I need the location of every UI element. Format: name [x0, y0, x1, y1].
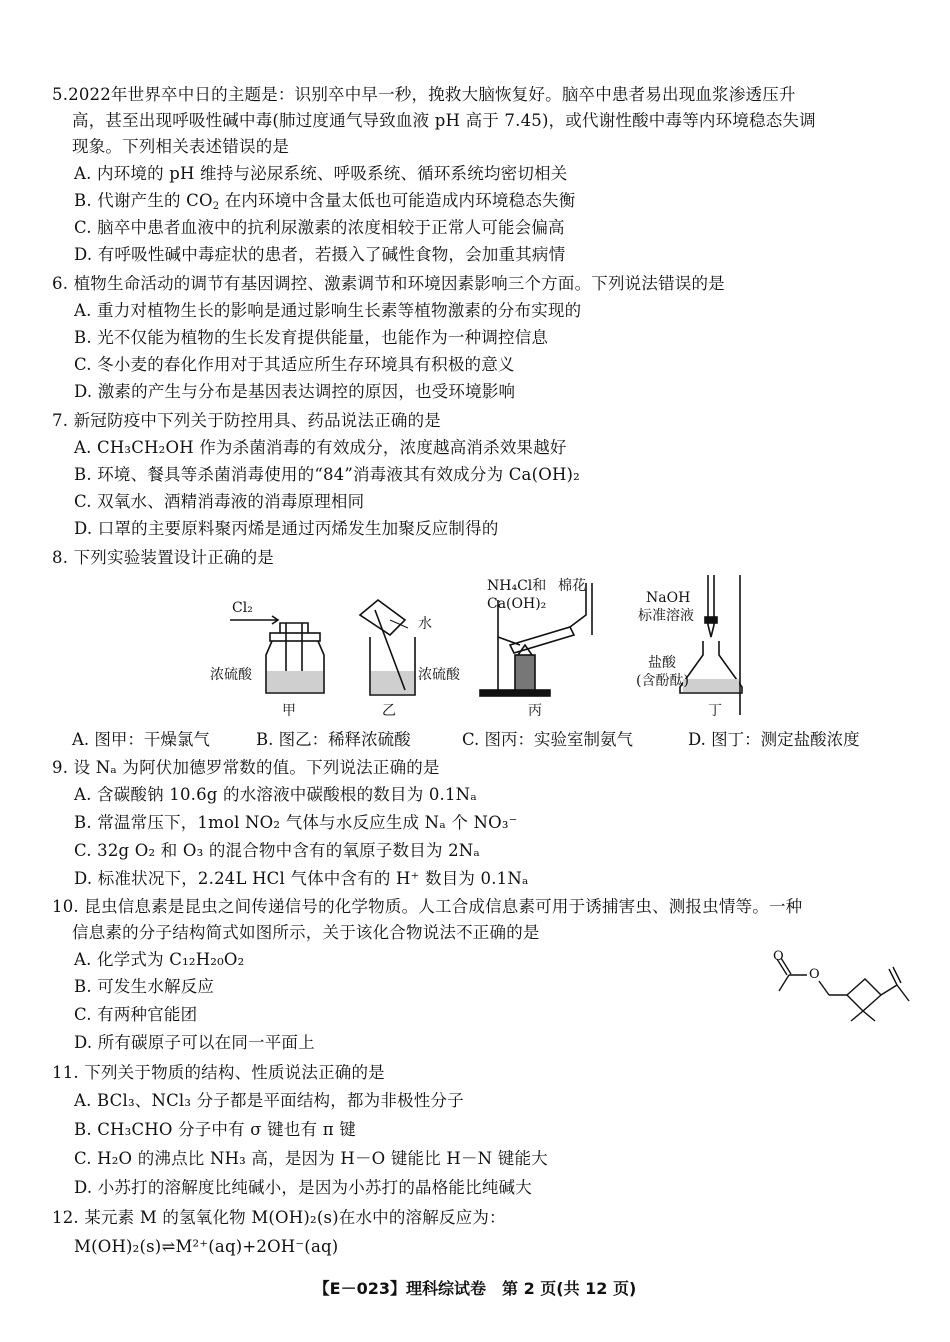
- q10-option-b: B. 可发生水解反应: [74, 977, 215, 996]
- q10-line2: 信息素的分子结构简式如图所示，关于该化合物说法不正确的是: [72, 923, 540, 942]
- q12-stem: 12. 某元素 M 的氢氧化物 M(OH)₂(s)在水中的溶解反应为：: [52, 1208, 506, 1227]
- q10-option-c: C. 有两种官能团: [74, 1005, 198, 1024]
- q5-option-a: A. 内环境的 pH 维持与泌尿系统、呼吸系统、循环系统均密切相关: [74, 164, 568, 183]
- q7-stem: 7. 新冠防疫中下列关于防控用具、药品说法正确的是: [52, 411, 441, 430]
- label-standard-solution: 标准溶液: [638, 608, 694, 624]
- q12-equation: M(OH)₂(s)⇌M²⁺(aq)+2OH⁻(aq): [74, 1237, 339, 1256]
- q9-option-c: C. 32g O₂ 和 O₃ 的混合物中含有的氧原子数目为 2Nₐ: [74, 841, 480, 860]
- q6-option-c: C. 冬小麦的春化作用对于其适应所生存环境具有积极的意义: [74, 355, 515, 374]
- q7-option-a: A. CH₃CH₂OH 作为杀菌消毒的有效成分，浓度越高消杀效果越好: [74, 438, 567, 457]
- q10-option-a: A. 化学式为 C₁₂H₂₀O₂: [74, 950, 245, 969]
- q9-option-d: D. 标准状况下，2.24L HCl 气体中含有的 H⁺ 数目为 0.1Nₐ: [74, 869, 529, 888]
- q9-option-b: B. 常温常压下，1mol NO₂ 气体与水反应生成 Nₐ 个 NO₃⁻: [74, 813, 518, 832]
- q5-option-d: D. 有呼吸性碱中毒症状的患者，若摄入了碱性食物，会加重其病情: [74, 245, 566, 264]
- label-conc-acid-2: 浓硫酸: [418, 667, 460, 683]
- label-caoh2: Ca(OH)₂: [487, 596, 547, 612]
- q7-option-d: D. 口罩的主要原料聚丙烯是通过丙烯发生加聚反应制得的: [74, 519, 499, 538]
- q8-option-d: D. 图丁：测定盐酸浓度: [688, 730, 860, 749]
- q11-stem: 11. 下列关于物质的结构、性质说法正确的是: [52, 1063, 385, 1082]
- q9-stem: 9. 设 Nₐ 为阿伏加德罗常数的值。下列说法正确的是: [52, 758, 440, 777]
- label-jia: 甲: [282, 703, 296, 719]
- label-water: 水: [418, 616, 432, 632]
- q8-stem: 8. 下列实验装置设计正确的是: [52, 548, 274, 567]
- label-bing: 丙: [528, 703, 542, 719]
- q11-option-a: A. BCl₃、NCl₃ 分子都是平面结构，都为非极性分子: [74, 1091, 464, 1110]
- q6-option-b: B. 光不仅能为植物的生长发育提供能量，也能作为一种调控信息: [74, 328, 549, 347]
- pheromone-molecule-icon: [765, 945, 915, 1025]
- label-phenolphthalein: (含酚酞): [636, 673, 689, 689]
- q6-option-d: D. 激素的产生与分布是基因表达调控的原因，也受环境影响: [74, 382, 516, 401]
- label-cotton: 棉花: [558, 578, 586, 594]
- q11-option-d: D. 小苏打的溶解度比纯碱小，是因为小苏打的晶格能比纯碱大: [74, 1178, 532, 1197]
- q7-option-c: C. 双氧水、酒精消毒液的消毒原理相同: [74, 492, 365, 511]
- molecule-o-carbonyl: O: [773, 949, 784, 964]
- q5-line1: 5.2022年世界卒中日的主题是：识别卒中早一秒，挽救大脑恢复好。脑卒中患者易出现血浆渗透压升: [52, 85, 796, 104]
- molecule-o-ester: O: [809, 967, 820, 982]
- q7-option-b: B. 环境、餐具等杀菌消毒使用的“84”消毒液其有效成分为 Ca(OH)₂: [74, 465, 580, 484]
- label-cl2: Cl₂: [232, 600, 253, 616]
- page-footer: 【E－023】理科综试卷 第 2 页(共 12 页): [313, 1279, 637, 1298]
- label-conc-acid-1: 浓硫酸: [210, 667, 252, 683]
- label-nh4cl: NH₄Cl和: [487, 578, 547, 594]
- beaker-dilution-icon: [360, 600, 415, 695]
- q10-line1: 10. 昆虫信息素是昆虫之间传递信号的化学物质。人工合成信息素可用于诱捕害虫、测报虫情等。一种: [52, 897, 803, 916]
- label-ding: 丁: [708, 703, 722, 719]
- label-yi: 乙: [382, 703, 396, 719]
- q8-option-b: B. 图乙：稀释浓硫酸: [256, 730, 411, 749]
- q5-option-c: C. 脑卒中患者血液中的抗利尿激素的浓度相较于正常人可能会偏高: [74, 218, 565, 237]
- q8-option-a: A. 图甲：干燥氯气: [72, 730, 210, 749]
- q11-option-c: C. H₂O 的沸点比 NH₃ 高，是因为 H－O 键能比 H－N 键能大: [74, 1149, 548, 1168]
- q6-option-a: A. 重力对植物生长的影响是通过影响生长素等植物激素的分布实现的: [74, 301, 582, 320]
- q11-option-b: B. CH₃CHO 分子中有 σ 键也有 π 键: [74, 1120, 356, 1139]
- q10-option-d: D. 所有碳原子可以在同一平面上: [74, 1033, 315, 1052]
- q5-line3: 现象。下列相关表述错误的是: [72, 137, 290, 156]
- q8-option-c: C. 图丙：实验室制氨气: [462, 730, 634, 749]
- q5-line2: 高，甚至出现呼吸性碱中毒(肺过度通气导致血液 pH 高于 7.45)，或代谢性酸中毒等内环境稳态失调: [72, 111, 816, 130]
- label-naoh: NaOH: [646, 590, 691, 606]
- q9-option-a: A. 含碳酸钠 10.6g 的水溶液中碳酸根的数目为 0.1Nₐ: [74, 785, 477, 804]
- q6-stem: 6. 植物生命活动的调节有基因调控、激素调节和环境因素影响三个方面。下列说法错误的是: [52, 274, 725, 293]
- q5-option-b: B. 代谢产生的 $CO_2$ 在内环境中含量太低也可能造成内环境稳态失衡: [74, 191, 576, 212]
- label-hcl: 盐酸: [648, 655, 676, 671]
